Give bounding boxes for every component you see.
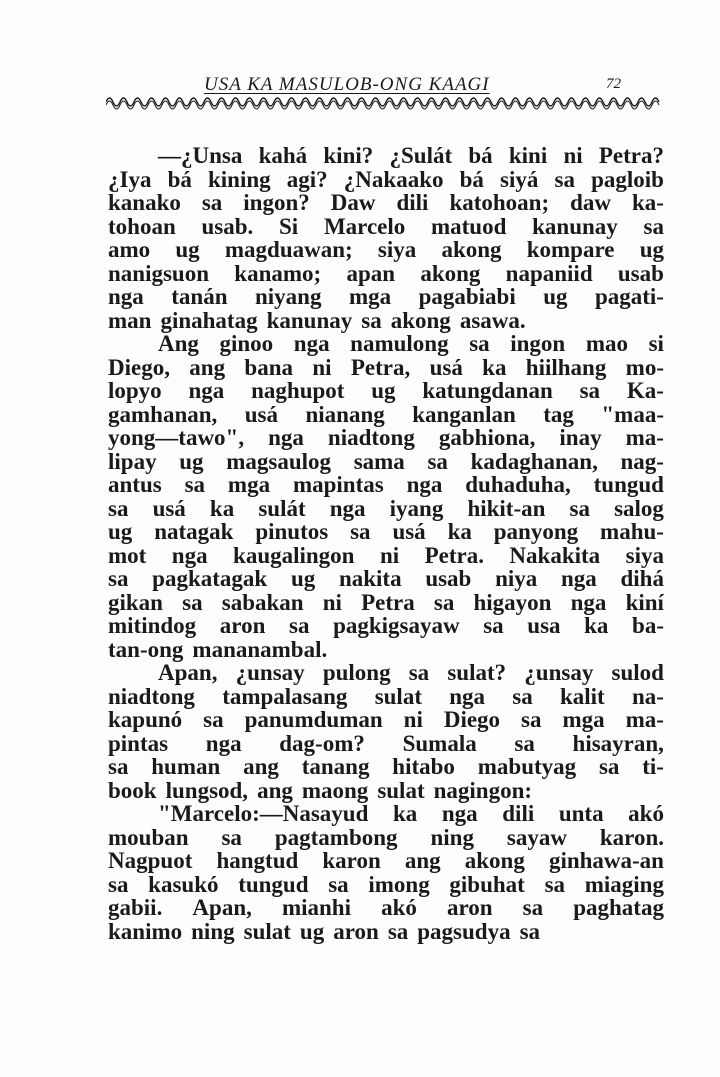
body-text [108, 144, 664, 943]
paragraph [108, 332, 664, 661]
text-line: mot nga kaugalingon ni Petra. Nakakita siya [108, 542, 664, 568]
text-line: gamhanan, usá nianang kanganlan tag "maa- [108, 401, 664, 427]
text-line: mouban sa pagtambong ning sayaw karon. [108, 824, 664, 850]
text-line: sa usá ka sulát nga iyang hikit-an sa salog [108, 495, 664, 521]
text-line: tohoan usab. Si Marcelo matuod kanunay sa [108, 213, 664, 239]
text-line: ¿Iya bá kining agi? ¿Nakaako bá siyá sa pagloib [108, 166, 664, 192]
text-line: gabii. Apan, mianhi akó aron sa paghatag [108, 895, 664, 920]
wavy-rule-ornament [106, 92, 662, 110]
text-line: amo ug magduawan; siya akong kompare ug [108, 237, 664, 262]
text-line: Ang ginoo nga namulong sa ingon mao si [158, 331, 664, 356]
text-line: tan-ong mananambal. [108, 636, 328, 662]
text-line: nanigsuon kanamo; apan akong napaniid usab [108, 260, 664, 286]
text-line: kapunó sa panumduman ni Diego sa mga ma- [108, 707, 664, 732]
text-line: book lungsod, ang maong sulat nagingon: [108, 777, 533, 803]
text-line: man ginahatag kanunay sa akong asawa. [108, 307, 526, 333]
text-line: Apan, ¿unsay pulong sa sulat? ¿unsay sulod [158, 660, 664, 685]
text-line: sa kasukó tungud sa imong gibuhat sa miaging [108, 871, 664, 897]
page-number: 72 [606, 76, 621, 92]
text-line: Diego, ang bana ni Petra, usá ka hiilhang mo- [108, 354, 664, 380]
text-line: mitindog aron sa pagkigsayaw sa usa ka ba- [108, 613, 664, 638]
paragraph [108, 144, 664, 332]
text-line: niadtong tampalasang sulat nga sa kalit na- [108, 683, 664, 709]
running-title: USA KA MASULOB-ONG KAAGI [204, 74, 490, 95]
text-line: kanimo ning sulat ug aron sa pagsudya sa [108, 918, 541, 944]
text-line: nga tanán niyang mga pagabiabi ug pagati- [108, 284, 664, 309]
paragraph [108, 802, 664, 943]
text-line: pintas nga dag-om? Sumala sa hisayran, [108, 730, 664, 756]
text-line: lopyo nga naghupot ug katungdanan sa Ka- [108, 378, 664, 403]
paragraph [108, 661, 664, 802]
text-line: kanako sa ingon? Daw dili katohoan; daw ka- [108, 190, 664, 215]
text-line: —¿Unsa kahá kini? ¿Sulát bá kini ni Petra? [158, 143, 664, 168]
text-line: yong—tawo", nga niadtong gabhiona, inay ma- [108, 425, 664, 450]
text-line: sa pagkatagak ug nakita usab niya nga dihá [108, 566, 664, 591]
text-line: ug natagak pinutos sa usá ka panyong mahu- [108, 519, 664, 544]
text-line: Nagpuot hangtud karon ang akong ginhawa-an [108, 848, 664, 873]
text-line: antus sa mga mapintas nga duhaduha, tungud [108, 472, 664, 497]
text-line: lipay ug magsaulog sama sa kadaghanan, nag- [108, 448, 664, 474]
text-line: "Marcelo:—Nasayud ka nga dili unta akó [158, 801, 664, 826]
text-line: sa human ang tanang hitabo mabutyag sa ti- [108, 754, 664, 779]
text-line: gikan sa sabakan ni Petra sa higayon nga kiní [108, 589, 664, 615]
